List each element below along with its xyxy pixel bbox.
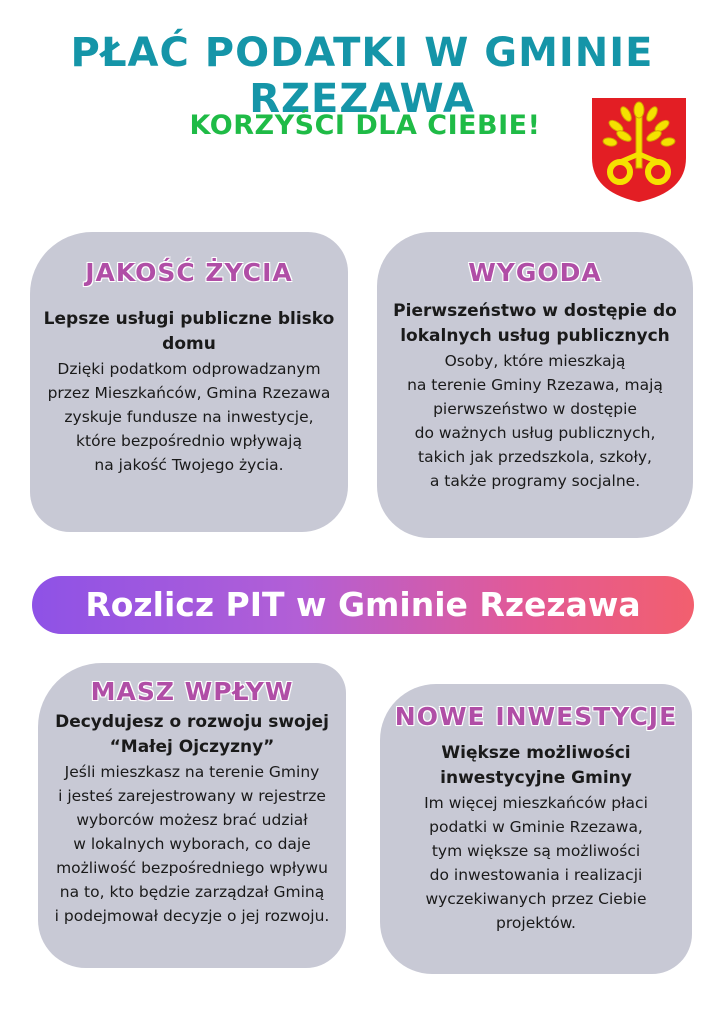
card-influence: [38, 663, 346, 968]
page-title: PŁAĆ PODATKI W GMINIE RZEZAWA: [70, 30, 654, 122]
pit-banner: Rozlicz PIT w Gminie Rzezawa: [32, 576, 694, 634]
card-lead: Decydujesz o rozwoju swojej “Małej Ojczyzny”: [55, 712, 329, 757]
card-body: Dzięki podatkom odprowadzanym przez Mieszkańców, Gmina Rzezawa zyskuje fundusze na inwestycje, które bezpośrednio wpływają na jakość Twojego życia.: [47, 360, 331, 474]
card-new-investments: [380, 684, 692, 974]
page-subtitle: KORZYŚCI DLA CIEBIE!: [189, 110, 541, 141]
card-heading: JAKOŚĆ ŻYCIA: [85, 258, 293, 287]
card-lead: Większe możliwości inwestycyjne Gminy: [440, 743, 632, 788]
card-heading: MASZ WPŁYW: [90, 677, 294, 706]
card-lead: Lepsze usługi publiczne blisko domu: [43, 309, 335, 354]
card-convenience: [377, 232, 693, 538]
card-heading: WYGODA: [468, 258, 602, 287]
card-body: Osoby, które mieszkają na terenie Gminy Rzezawa, mają pierwszeństwo w dostępie do ważnych usług publicznych, takich jak przedszkola, szkoły, a także programy socjalne.: [407, 352, 663, 490]
card-heading: NOWE INWESTYCJE: [394, 702, 678, 731]
card-body: Jeśli mieszkasz na terenie Gminy i jesteś zarejestrowany w rejestrze wyborców możesz brać udział w lokalnych wyborach, co daje możliwość bezpośredniego wpływu na to, kto będzie zarządzał Gminą i podejmował decyzje o jej rozwoju.: [54, 763, 330, 925]
card-lead: Pierwszeństwo w dostępie do lokalnych usług publicznych: [393, 301, 677, 346]
card-quality-of-life: [30, 232, 348, 532]
coat-of-arms-icon: [590, 96, 688, 204]
card-body: Im więcej mieszkańców płaci podatki w Gminie Rzezawa, tym większe są możliwości do inwestowania i realizacji wyczekiwanych przez Ciebie projektów.: [424, 794, 648, 932]
